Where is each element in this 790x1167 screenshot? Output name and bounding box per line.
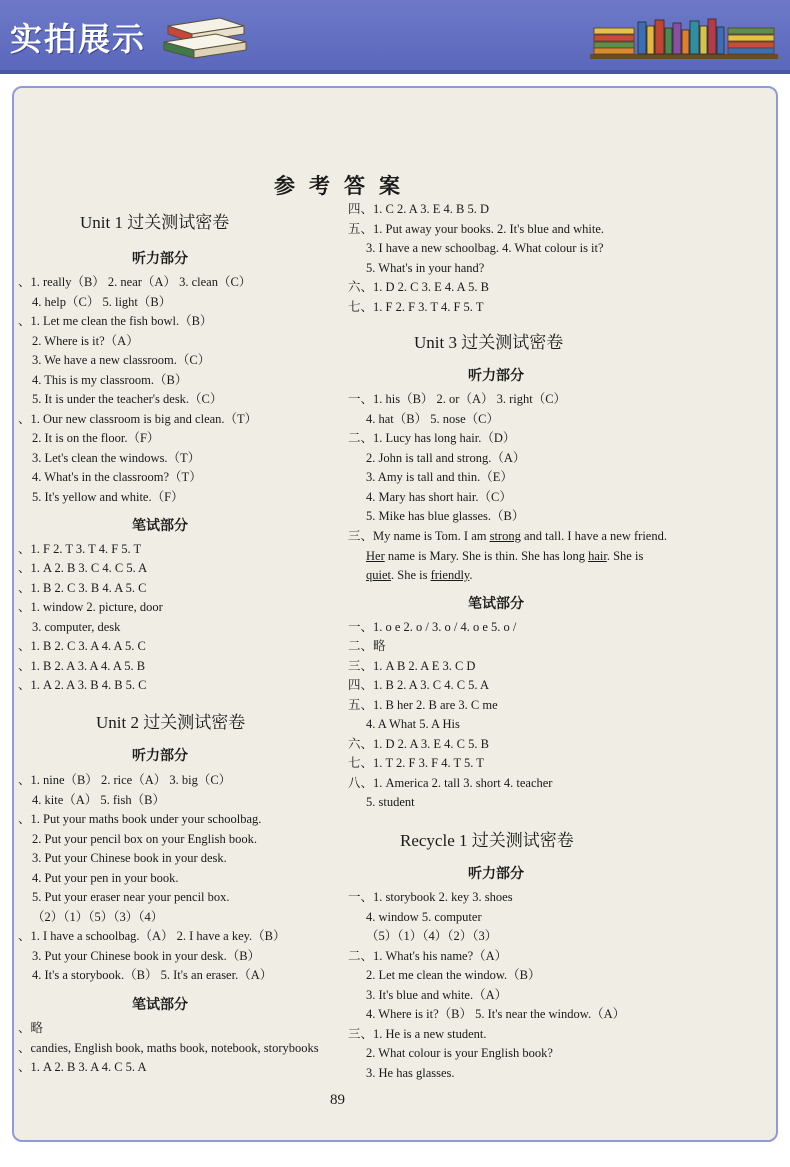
continued-line: 3. I have a new schoolbag. 4. What colour is it? bbox=[366, 241, 604, 255]
passage-answer: Her bbox=[366, 549, 385, 563]
unit2-writing-title: 笔试部分 bbox=[132, 997, 188, 1013]
recycle1-listening-line: 4. Where is it?（B） 5. It's near the window.（A） bbox=[366, 1007, 626, 1021]
unit2-listening-line: 4. It's a storybook.（B） 5. It's an eraser.（A） bbox=[32, 968, 273, 982]
books-stack-icon bbox=[160, 12, 250, 62]
unit3-listening-title: 听力部分 bbox=[468, 368, 524, 384]
unit1-title: Unit 1 过关测试密卷 bbox=[80, 213, 230, 232]
unit1-writing-line: 、1. B 2. A 3. A 4. A 5. B bbox=[18, 659, 146, 673]
page-title: 参考答案 bbox=[274, 173, 414, 198]
passage-text: name is Mary. She is thin. She has long bbox=[384, 549, 589, 563]
unit1-listening-line: 2. It is on the floor.（F） bbox=[32, 431, 160, 445]
unit1-listening-line: 、1. Our new classroom is big and clean.（T） bbox=[18, 412, 258, 426]
passage-answer: quiet bbox=[366, 568, 391, 582]
unit3-listening-line: 4. hat（B） 5. nose（C） bbox=[366, 412, 499, 426]
unit1-listening-line: 4. This is my classroom.（B） bbox=[32, 373, 188, 387]
unit1-writing-title: 笔试部分 bbox=[132, 518, 188, 534]
header-banner bbox=[0, 0, 790, 74]
unit3-listening-line: 2. John is tall and strong.（A） bbox=[366, 451, 526, 465]
page-number: 89 bbox=[330, 1092, 345, 1108]
passage-text: 三、My name is Tom. I am bbox=[348, 529, 490, 543]
unit3-writing-line: 4. A What 5. A His bbox=[366, 717, 460, 731]
recycle1-title: Recycle 1 过关测试密卷 bbox=[400, 831, 574, 850]
unit1-writing-line: 、1. window 2. picture, door bbox=[18, 600, 163, 614]
unit1-listening-line: 3. Let's clean the windows.（T） bbox=[32, 451, 201, 465]
unit1-listening-line: 4. help（C） 5. light（B） bbox=[32, 295, 172, 309]
continued-line: 5. What's in your hand? bbox=[366, 261, 485, 275]
banner-title: 实拍展示 bbox=[10, 20, 147, 58]
unit2-writing-line: 、1. A 2. B 3. A 4. C 5. A bbox=[18, 1060, 147, 1074]
unit1-listening-line: 4. What's in the classroom?（T） bbox=[32, 470, 202, 484]
unit2-writing-line: 、略 bbox=[18, 1021, 44, 1035]
unit3-writing-line: 五、1. B her 2. B are 3. C me bbox=[348, 698, 498, 712]
continued-line: 七、1. F 2. F 3. T 4. F 5. T bbox=[348, 300, 484, 314]
unit2-listening-line: 、1. Put your maths book under your schoolbag. bbox=[18, 812, 262, 826]
unit2-listening-line: 、1. nine（B） 2. rice（A） 3. big（C） bbox=[18, 773, 232, 787]
passage-text: and tall. I have a new friend. bbox=[520, 529, 667, 543]
passage-line bbox=[366, 567, 472, 583]
unit3-writing-line: 四、1. B 2. A 3. C 4. C 5. A bbox=[348, 678, 489, 692]
unit1-writing-line: 、1. A 2. A 3. B 4. B 5. C bbox=[18, 678, 147, 692]
passage-line bbox=[348, 528, 667, 544]
unit3-writing-line: 七、1. T 2. F 3. F 4. T 5. T bbox=[348, 756, 484, 770]
passage-text: . bbox=[469, 568, 473, 582]
unit1-writing-line: 3. computer, desk bbox=[32, 620, 121, 634]
recycle1-listening-line: 一、1. storybook 2. key 3. shoes bbox=[348, 890, 513, 904]
recycle1-listening-line: 2. Let me clean the window.（B） bbox=[366, 968, 541, 982]
continued-line: 六、1. D 2. C 3. E 4. A 5. B bbox=[348, 280, 489, 294]
passage-answer: friendly bbox=[430, 568, 470, 582]
unit2-writing-line: 、candies, English book, maths book, notebook, storybooks bbox=[18, 1041, 319, 1055]
unit3-writing-line: 5. student bbox=[366, 795, 415, 809]
recycle1-listening-line: 3. He has glasses. bbox=[366, 1066, 455, 1080]
recycle1-listening-line: 3. It's blue and white.（A） bbox=[366, 988, 508, 1002]
unit1-listening-line: 5. It is under the teacher's desk.（C） bbox=[32, 392, 223, 406]
unit2-listening-line: 5. Put your eraser near your pencil box. bbox=[32, 890, 230, 904]
unit1-writing-line: 、1. F 2. T 3. T 4. F 5. T bbox=[18, 542, 142, 556]
unit3-listening-line: 二、1. Lucy has long hair.（D） bbox=[348, 431, 516, 445]
unit1-writing-line: 、1. B 2. C 3. A 4. A 5. C bbox=[18, 639, 146, 653]
unit3-title: Unit 3 过关测试密卷 bbox=[414, 333, 564, 352]
passage-answer: hair bbox=[588, 549, 607, 563]
unit2-listening-title: 听力部分 bbox=[132, 748, 188, 764]
unit1-writing-line: 、1. A 2. B 3. C 4. C 5. A bbox=[18, 561, 148, 575]
unit3-listening-line: 一、1. his（B） 2. or（A） 3. right（C） bbox=[348, 392, 567, 406]
unit3-listening-line: 4. Mary has short hair.（C） bbox=[366, 490, 512, 504]
unit1-listening-line: 、1. Let me clean the fish bowl.（B） bbox=[18, 314, 213, 328]
continued-line: 四、1. C 2. A 3. E 4. B 5. D bbox=[348, 202, 489, 216]
passage-answer: strong bbox=[489, 529, 521, 543]
answer-sheet-photo bbox=[12, 86, 778, 1142]
bookshelf-icon bbox=[590, 14, 778, 60]
recycle1-listening-line: 2. What colour is your English book? bbox=[366, 1046, 553, 1060]
recycle1-listening-line: 二、1. What's his name?（A） bbox=[348, 949, 508, 963]
unit3-writing-line: 六、1. D 2. A 3. E 4. C 5. B bbox=[348, 737, 489, 751]
unit1-listening-line: 、1. really（B） 2. near（A） 3. clean（C） bbox=[18, 275, 252, 289]
recycle1-listening-title: 听力部分 bbox=[468, 866, 524, 882]
unit3-writing-title: 笔试部分 bbox=[468, 596, 524, 612]
unit1-listening-title: 听力部分 bbox=[132, 251, 188, 267]
unit2-title: Unit 2 过关测试密卷 bbox=[96, 713, 246, 732]
unit3-writing-line: 八、1. America 2. tall 3. short 4. teacher bbox=[348, 776, 553, 790]
unit2-listening-line: 4. kite（A） 5. fish（B） bbox=[32, 793, 165, 807]
recycle1-listening-line: （5）（1）（4）（2）（3） bbox=[366, 929, 498, 943]
unit1-listening-line: 5. It's yellow and white.（F） bbox=[32, 490, 184, 504]
recycle1-listening-line: 4. window 5. computer bbox=[366, 910, 482, 924]
unit3-writing-line: 三、1. A B 2. A E 3. C D bbox=[348, 659, 476, 673]
unit3-writing-line: 一、1. o e 2. o / 3. o / 4. o e 5. o / bbox=[348, 620, 517, 634]
unit2-listening-line: 3. Put your Chinese book in your desk.（B） bbox=[32, 949, 261, 963]
unit1-listening-line: 2. Where is it?（A） bbox=[32, 334, 139, 348]
passage-text: . She is bbox=[606, 549, 644, 563]
unit2-listening-line: 3. Put your Chinese book in your desk. bbox=[32, 851, 227, 865]
unit2-listening-line: 2. Put your pencil box on your English book. bbox=[32, 832, 257, 846]
continued-line: 五、1. Put away your books. 2. It's blue and white. bbox=[348, 222, 605, 236]
unit2-listening-line: 、1. I have a schoolbag.（A） 2. I have a key.（B） bbox=[18, 929, 286, 943]
unit3-writing-line: 二、略 bbox=[348, 639, 386, 653]
unit1-writing-line: 、1. B 2. C 3. B 4. A 5. C bbox=[18, 581, 147, 595]
unit2-listening-line: （2）（1）（5）（3）（4） bbox=[32, 910, 164, 924]
unit3-listening-line: 3. Amy is tall and thin.（E） bbox=[366, 470, 513, 484]
passage-line bbox=[366, 548, 643, 564]
recycle1-listening-line: 三、1. He is a new student. bbox=[348, 1027, 487, 1041]
passage-text: . She is bbox=[391, 568, 431, 582]
unit3-listening-line: 5. Mike has blue glasses.（B） bbox=[366, 509, 525, 523]
unit2-listening-line: 4. Put your pen in your book. bbox=[32, 871, 179, 885]
unit1-listening-line: 3. We have a new classroom.（C） bbox=[32, 353, 211, 367]
